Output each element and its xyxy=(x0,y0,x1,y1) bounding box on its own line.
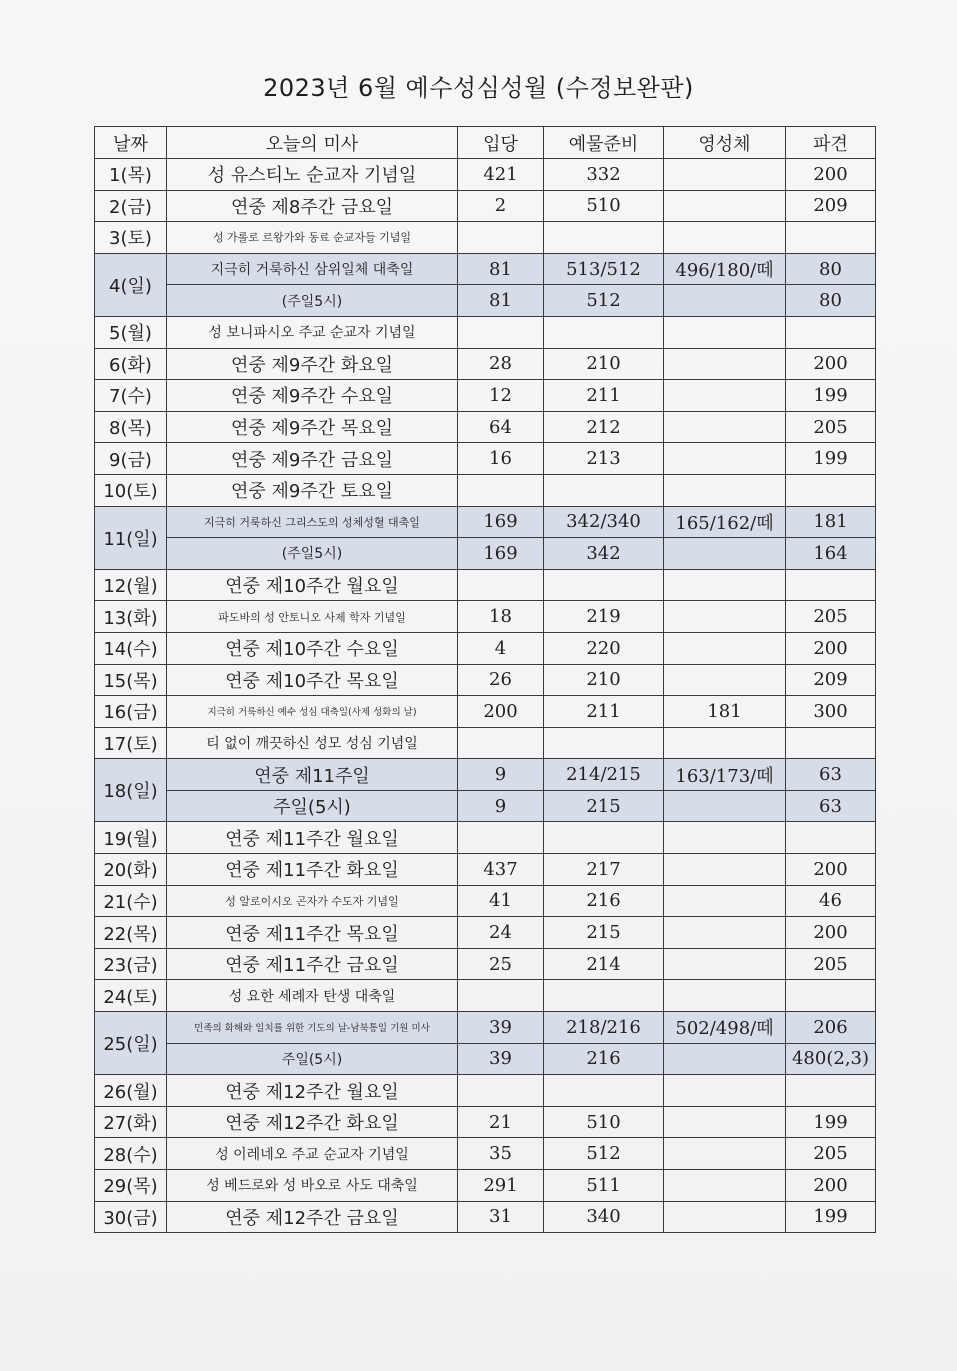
date-cell: 8(목) xyxy=(95,411,167,443)
table-row xyxy=(95,411,876,443)
table-row xyxy=(95,696,876,728)
communion-cell xyxy=(664,316,786,348)
date-cell: 17(토) xyxy=(95,727,167,759)
dismissal-cell: 205 xyxy=(786,1138,876,1170)
entrance-cell: 24 xyxy=(458,917,544,949)
date-cell: 2(금) xyxy=(95,190,167,222)
table-row xyxy=(95,253,876,285)
table-row xyxy=(95,822,876,854)
entrance-cell: 41 xyxy=(458,885,544,917)
communion-cell xyxy=(664,632,786,664)
entrance-cell: 169 xyxy=(458,538,544,570)
table-row xyxy=(95,1043,876,1075)
dismissal-cell: 480(2,3) xyxy=(786,1043,876,1075)
communion-cell xyxy=(664,727,786,759)
mass-cell: 민족의 화해와 일치를 위한 기도의 날-남북통일 기원 미사 xyxy=(167,1012,458,1044)
communion-cell xyxy=(664,190,786,222)
mass-cell: 성 이레네오 주교 순교자 기념일 xyxy=(167,1138,458,1170)
entrance-cell: 2 xyxy=(458,190,544,222)
date-cell: 12(월) xyxy=(95,569,167,601)
date-cell: 29(목) xyxy=(95,1170,167,1202)
table-row xyxy=(95,474,876,506)
entrance-cell: 64 xyxy=(458,411,544,443)
table-row xyxy=(95,601,876,633)
table-row xyxy=(95,1012,876,1044)
date-cell: 22(목) xyxy=(95,917,167,949)
mass-cell: 연중 제12주간 월요일 xyxy=(167,1075,458,1107)
table-row xyxy=(95,790,876,822)
offertory-cell: 342 xyxy=(544,538,664,570)
date-cell: 4(일) xyxy=(95,253,167,316)
communion-cell xyxy=(664,1138,786,1170)
date-cell: 24(토) xyxy=(95,980,167,1012)
mass-cell: 연중 제10주간 수요일 xyxy=(167,632,458,664)
communion-cell xyxy=(664,411,786,443)
communion-cell xyxy=(664,1170,786,1202)
entrance-cell: 421 xyxy=(458,159,544,191)
offertory-cell xyxy=(544,316,664,348)
date-cell: 11(일) xyxy=(95,506,167,569)
dismissal-cell: 199 xyxy=(786,1201,876,1233)
offertory-cell: 215 xyxy=(544,917,664,949)
mass-cell: 연중 제9주간 목요일 xyxy=(167,411,458,443)
communion-cell xyxy=(664,443,786,475)
offertory-cell: 511 xyxy=(544,1170,664,1202)
offertory-cell: 214 xyxy=(544,948,664,980)
dismissal-cell: 80 xyxy=(786,285,876,317)
dismissal-cell xyxy=(786,1075,876,1107)
offertory-cell: 220 xyxy=(544,632,664,664)
communion-cell xyxy=(664,885,786,917)
communion-cell xyxy=(664,790,786,822)
entrance-cell xyxy=(458,222,544,254)
date-cell: 18(일) xyxy=(95,759,167,822)
entrance-cell: 12 xyxy=(458,380,544,412)
date-cell: 26(월) xyxy=(95,1075,167,1107)
communion-cell xyxy=(664,854,786,886)
communion-cell xyxy=(664,1043,786,1075)
offertory-cell: 217 xyxy=(544,854,664,886)
mass-cell: 성 가롤로 르왕가와 동료 순교자들 기념일 xyxy=(167,222,458,254)
mass-cell: 성 알로이시오 곤자가 수도자 기념일 xyxy=(167,885,458,917)
date-cell: 7(수) xyxy=(95,380,167,412)
entrance-cell: 16 xyxy=(458,443,544,475)
mass-cell: 연중 제11주간 월요일 xyxy=(167,822,458,854)
communion-cell: 163/173/떼 xyxy=(664,759,786,791)
mass-cell: 연중 제12주간 화요일 xyxy=(167,1106,458,1138)
offertory-cell: 512 xyxy=(544,1138,664,1170)
entrance-cell: 39 xyxy=(458,1012,544,1044)
table-row xyxy=(95,632,876,664)
dismissal-cell xyxy=(786,569,876,601)
communion-cell xyxy=(664,601,786,633)
communion-cell: 165/162/떼 xyxy=(664,506,786,538)
offertory-cell xyxy=(544,474,664,506)
communion-cell xyxy=(664,822,786,854)
communion-cell xyxy=(664,474,786,506)
table-row xyxy=(95,538,876,570)
mass-cell: 연중 제9주간 화요일 xyxy=(167,348,458,380)
mass-cell: 지극히 거룩하신 그리스도의 성체성혈 대축일 xyxy=(167,506,458,538)
mass-cell: 연중 제11주간 화요일 xyxy=(167,854,458,886)
table-row xyxy=(95,948,876,980)
entrance-cell xyxy=(458,1075,544,1107)
mass-cell: 연중 제9주간 수요일 xyxy=(167,380,458,412)
table-row xyxy=(95,222,876,254)
dismissal-cell xyxy=(786,222,876,254)
offertory-cell: 216 xyxy=(544,1043,664,1075)
date-cell: 10(토) xyxy=(95,474,167,506)
mass-cell: 연중 제11주간 목요일 xyxy=(167,917,458,949)
mass-cell: (주일5시) xyxy=(167,538,458,570)
date-cell: 15(목) xyxy=(95,664,167,696)
entrance-cell: 169 xyxy=(458,506,544,538)
mass-cell: 연중 제10주간 월요일 xyxy=(167,569,458,601)
table-row xyxy=(95,664,876,696)
offertory-cell: 210 xyxy=(544,664,664,696)
mass-cell: 연중 제11주간 금요일 xyxy=(167,948,458,980)
table-row xyxy=(95,159,876,191)
mass-cell: 지극히 거룩하신 삼위일체 대축일 xyxy=(167,253,458,285)
communion-cell xyxy=(664,917,786,949)
entrance-cell: 81 xyxy=(458,285,544,317)
dismissal-cell: 205 xyxy=(786,601,876,633)
communion-cell xyxy=(664,948,786,980)
offertory-cell: 218/216 xyxy=(544,1012,664,1044)
mass-cell: 연중 제12주간 금요일 xyxy=(167,1201,458,1233)
mass-cell: 지극히 거룩하신 예수 성심 대축일(사제 성화의 날) xyxy=(167,696,458,728)
communion-cell xyxy=(664,1075,786,1107)
header-row xyxy=(95,127,876,159)
mass-cell: 연중 제11주일 xyxy=(167,759,458,791)
entrance-cell: 18 xyxy=(458,601,544,633)
date-cell: 23(금) xyxy=(95,948,167,980)
dismissal-cell: 206 xyxy=(786,1012,876,1044)
entrance-cell: 4 xyxy=(458,632,544,664)
date-cell: 27(화) xyxy=(95,1106,167,1138)
table-row xyxy=(95,1170,876,1202)
dismissal-cell: 164 xyxy=(786,538,876,570)
communion-cell: 496/180/떼 xyxy=(664,253,786,285)
communion-cell xyxy=(664,380,786,412)
entrance-cell xyxy=(458,316,544,348)
document-title: 2023년 6월 예수성심성월 (수정보완판) xyxy=(263,74,694,102)
entrance-cell: 25 xyxy=(458,948,544,980)
mass-cell: 성 요한 세례자 탄생 대축일 xyxy=(167,980,458,1012)
date-cell: 9(금) xyxy=(95,443,167,475)
communion-cell xyxy=(664,1106,786,1138)
date-cell: 14(수) xyxy=(95,632,167,664)
date-cell: 20(화) xyxy=(95,854,167,886)
mass-cell: 성 유스티노 순교자 기념일 xyxy=(167,159,458,191)
offertory-cell: 211 xyxy=(544,696,664,728)
table-row xyxy=(95,1106,876,1138)
entrance-cell: 437 xyxy=(458,854,544,886)
communion-cell xyxy=(664,980,786,1012)
dismissal-cell: 200 xyxy=(786,854,876,886)
entrance-cell: 291 xyxy=(458,1170,544,1202)
offertory-cell: 513/512 xyxy=(544,253,664,285)
offertory-cell: 214/215 xyxy=(544,759,664,791)
entrance-cell: 81 xyxy=(458,253,544,285)
communion-cell xyxy=(664,664,786,696)
date-cell: 19(월) xyxy=(95,822,167,854)
communion-cell xyxy=(664,159,786,191)
dismissal-cell: 200 xyxy=(786,632,876,664)
offertory-cell: 210 xyxy=(544,348,664,380)
offertory-cell: 510 xyxy=(544,190,664,222)
entrance-cell xyxy=(458,980,544,1012)
date-cell: 3(토) xyxy=(95,222,167,254)
table-row xyxy=(95,854,876,886)
mass-cell: 연중 제9주간 금요일 xyxy=(167,443,458,475)
table-row xyxy=(95,443,876,475)
dismissal-cell: 200 xyxy=(786,1170,876,1202)
offertory-cell: 216 xyxy=(544,885,664,917)
table-row xyxy=(95,1201,876,1233)
offertory-cell: 332 xyxy=(544,159,664,191)
header-communion: 영성체 xyxy=(664,127,786,159)
dismissal-cell xyxy=(786,474,876,506)
dismissal-cell xyxy=(786,727,876,759)
table-row xyxy=(95,759,876,791)
dismissal-cell: 200 xyxy=(786,159,876,191)
entrance-cell: 21 xyxy=(458,1106,544,1138)
table-row xyxy=(95,285,876,317)
dismissal-cell: 80 xyxy=(786,253,876,285)
entrance-cell xyxy=(458,474,544,506)
offertory-cell: 342/340 xyxy=(544,506,664,538)
dismissal-cell: 63 xyxy=(786,790,876,822)
dismissal-cell: 209 xyxy=(786,190,876,222)
offertory-cell xyxy=(544,1075,664,1107)
offertory-cell: 512 xyxy=(544,285,664,317)
mass-cell: 성 보니파시오 주교 순교자 기념일 xyxy=(167,316,458,348)
communion-cell: 181 xyxy=(664,696,786,728)
table-row xyxy=(95,1138,876,1170)
table-row xyxy=(95,569,876,601)
table-row xyxy=(95,980,876,1012)
date-cell: 30(금) xyxy=(95,1201,167,1233)
header-mass: 오늘의 미사 xyxy=(167,127,458,159)
entrance-cell: 35 xyxy=(458,1138,544,1170)
mass-cell: (주일5시) xyxy=(167,285,458,317)
dismissal-cell: 46 xyxy=(786,885,876,917)
entrance-cell xyxy=(458,822,544,854)
date-cell: 25(일) xyxy=(95,1012,167,1075)
offertory-cell: 215 xyxy=(544,790,664,822)
dismissal-cell: 199 xyxy=(786,443,876,475)
date-cell: 16(금) xyxy=(95,696,167,728)
header-offertory: 예물준비 xyxy=(544,127,664,159)
dismissal-cell: 199 xyxy=(786,380,876,412)
dismissal-cell: 205 xyxy=(786,948,876,980)
mass-cell: 성 베드로와 성 바오로 사도 대축일 xyxy=(167,1170,458,1202)
table-row xyxy=(95,190,876,222)
entrance-cell: 9 xyxy=(458,759,544,791)
communion-cell xyxy=(664,285,786,317)
header-dismissal: 파견 xyxy=(786,127,876,159)
offertory-cell: 211 xyxy=(544,380,664,412)
entrance-cell xyxy=(458,727,544,759)
dismissal-cell: 205 xyxy=(786,411,876,443)
table-row xyxy=(95,380,876,412)
mass-cell: 티 없이 깨끗하신 성모 성심 기념일 xyxy=(167,727,458,759)
mass-cell: 연중 제8주간 금요일 xyxy=(167,190,458,222)
offertory-cell xyxy=(544,569,664,601)
date-cell: 1(목) xyxy=(95,159,167,191)
communion-cell xyxy=(664,569,786,601)
dismissal-cell: 199 xyxy=(786,1106,876,1138)
mass-schedule-table xyxy=(94,126,876,1233)
date-cell: 21(수) xyxy=(95,885,167,917)
table-row xyxy=(95,506,876,538)
entrance-cell: 31 xyxy=(458,1201,544,1233)
offertory-cell: 340 xyxy=(544,1201,664,1233)
dismissal-cell: 209 xyxy=(786,664,876,696)
date-cell: 13(화) xyxy=(95,601,167,633)
mass-cell: 주일(5시) xyxy=(167,1043,458,1075)
communion-cell xyxy=(664,348,786,380)
offertory-cell: 213 xyxy=(544,443,664,475)
offertory-cell: 510 xyxy=(544,1106,664,1138)
offertory-cell xyxy=(544,822,664,854)
offertory-cell xyxy=(544,980,664,1012)
mass-cell: 연중 제9주간 토요일 xyxy=(167,474,458,506)
communion-cell xyxy=(664,538,786,570)
offertory-cell: 212 xyxy=(544,411,664,443)
entrance-cell: 9 xyxy=(458,790,544,822)
offertory-cell xyxy=(544,222,664,254)
mass-cell: 연중 제10주간 목요일 xyxy=(167,664,458,696)
communion-cell xyxy=(664,1201,786,1233)
date-cell: 28(수) xyxy=(95,1138,167,1170)
date-cell: 5(월) xyxy=(95,316,167,348)
entrance-cell: 39 xyxy=(458,1043,544,1075)
dismissal-cell xyxy=(786,822,876,854)
dismissal-cell xyxy=(786,980,876,1012)
offertory-cell xyxy=(544,727,664,759)
table-row xyxy=(95,1075,876,1107)
dismissal-cell: 181 xyxy=(786,506,876,538)
offertory-cell: 219 xyxy=(544,601,664,633)
entrance-cell: 26 xyxy=(458,664,544,696)
entrance-cell: 200 xyxy=(458,696,544,728)
table-row xyxy=(95,885,876,917)
communion-cell xyxy=(664,222,786,254)
header-date: 날짜 xyxy=(95,127,167,159)
date-cell: 6(화) xyxy=(95,348,167,380)
entrance-cell xyxy=(458,569,544,601)
table-row xyxy=(95,316,876,348)
mass-cell: 주일(5시) xyxy=(167,790,458,822)
dismissal-cell: 300 xyxy=(786,696,876,728)
table-row xyxy=(95,348,876,380)
dismissal-cell: 63 xyxy=(786,759,876,791)
dismissal-cell xyxy=(786,316,876,348)
table-row xyxy=(95,727,876,759)
dismissal-cell: 200 xyxy=(786,348,876,380)
communion-cell: 502/498/떼 xyxy=(664,1012,786,1044)
header-entrance: 입당 xyxy=(458,127,544,159)
dismissal-cell: 200 xyxy=(786,917,876,949)
table-row xyxy=(95,917,876,949)
entrance-cell: 28 xyxy=(458,348,544,380)
mass-cell: 파도바의 성 안토니오 사제 학자 기념일 xyxy=(167,601,458,633)
